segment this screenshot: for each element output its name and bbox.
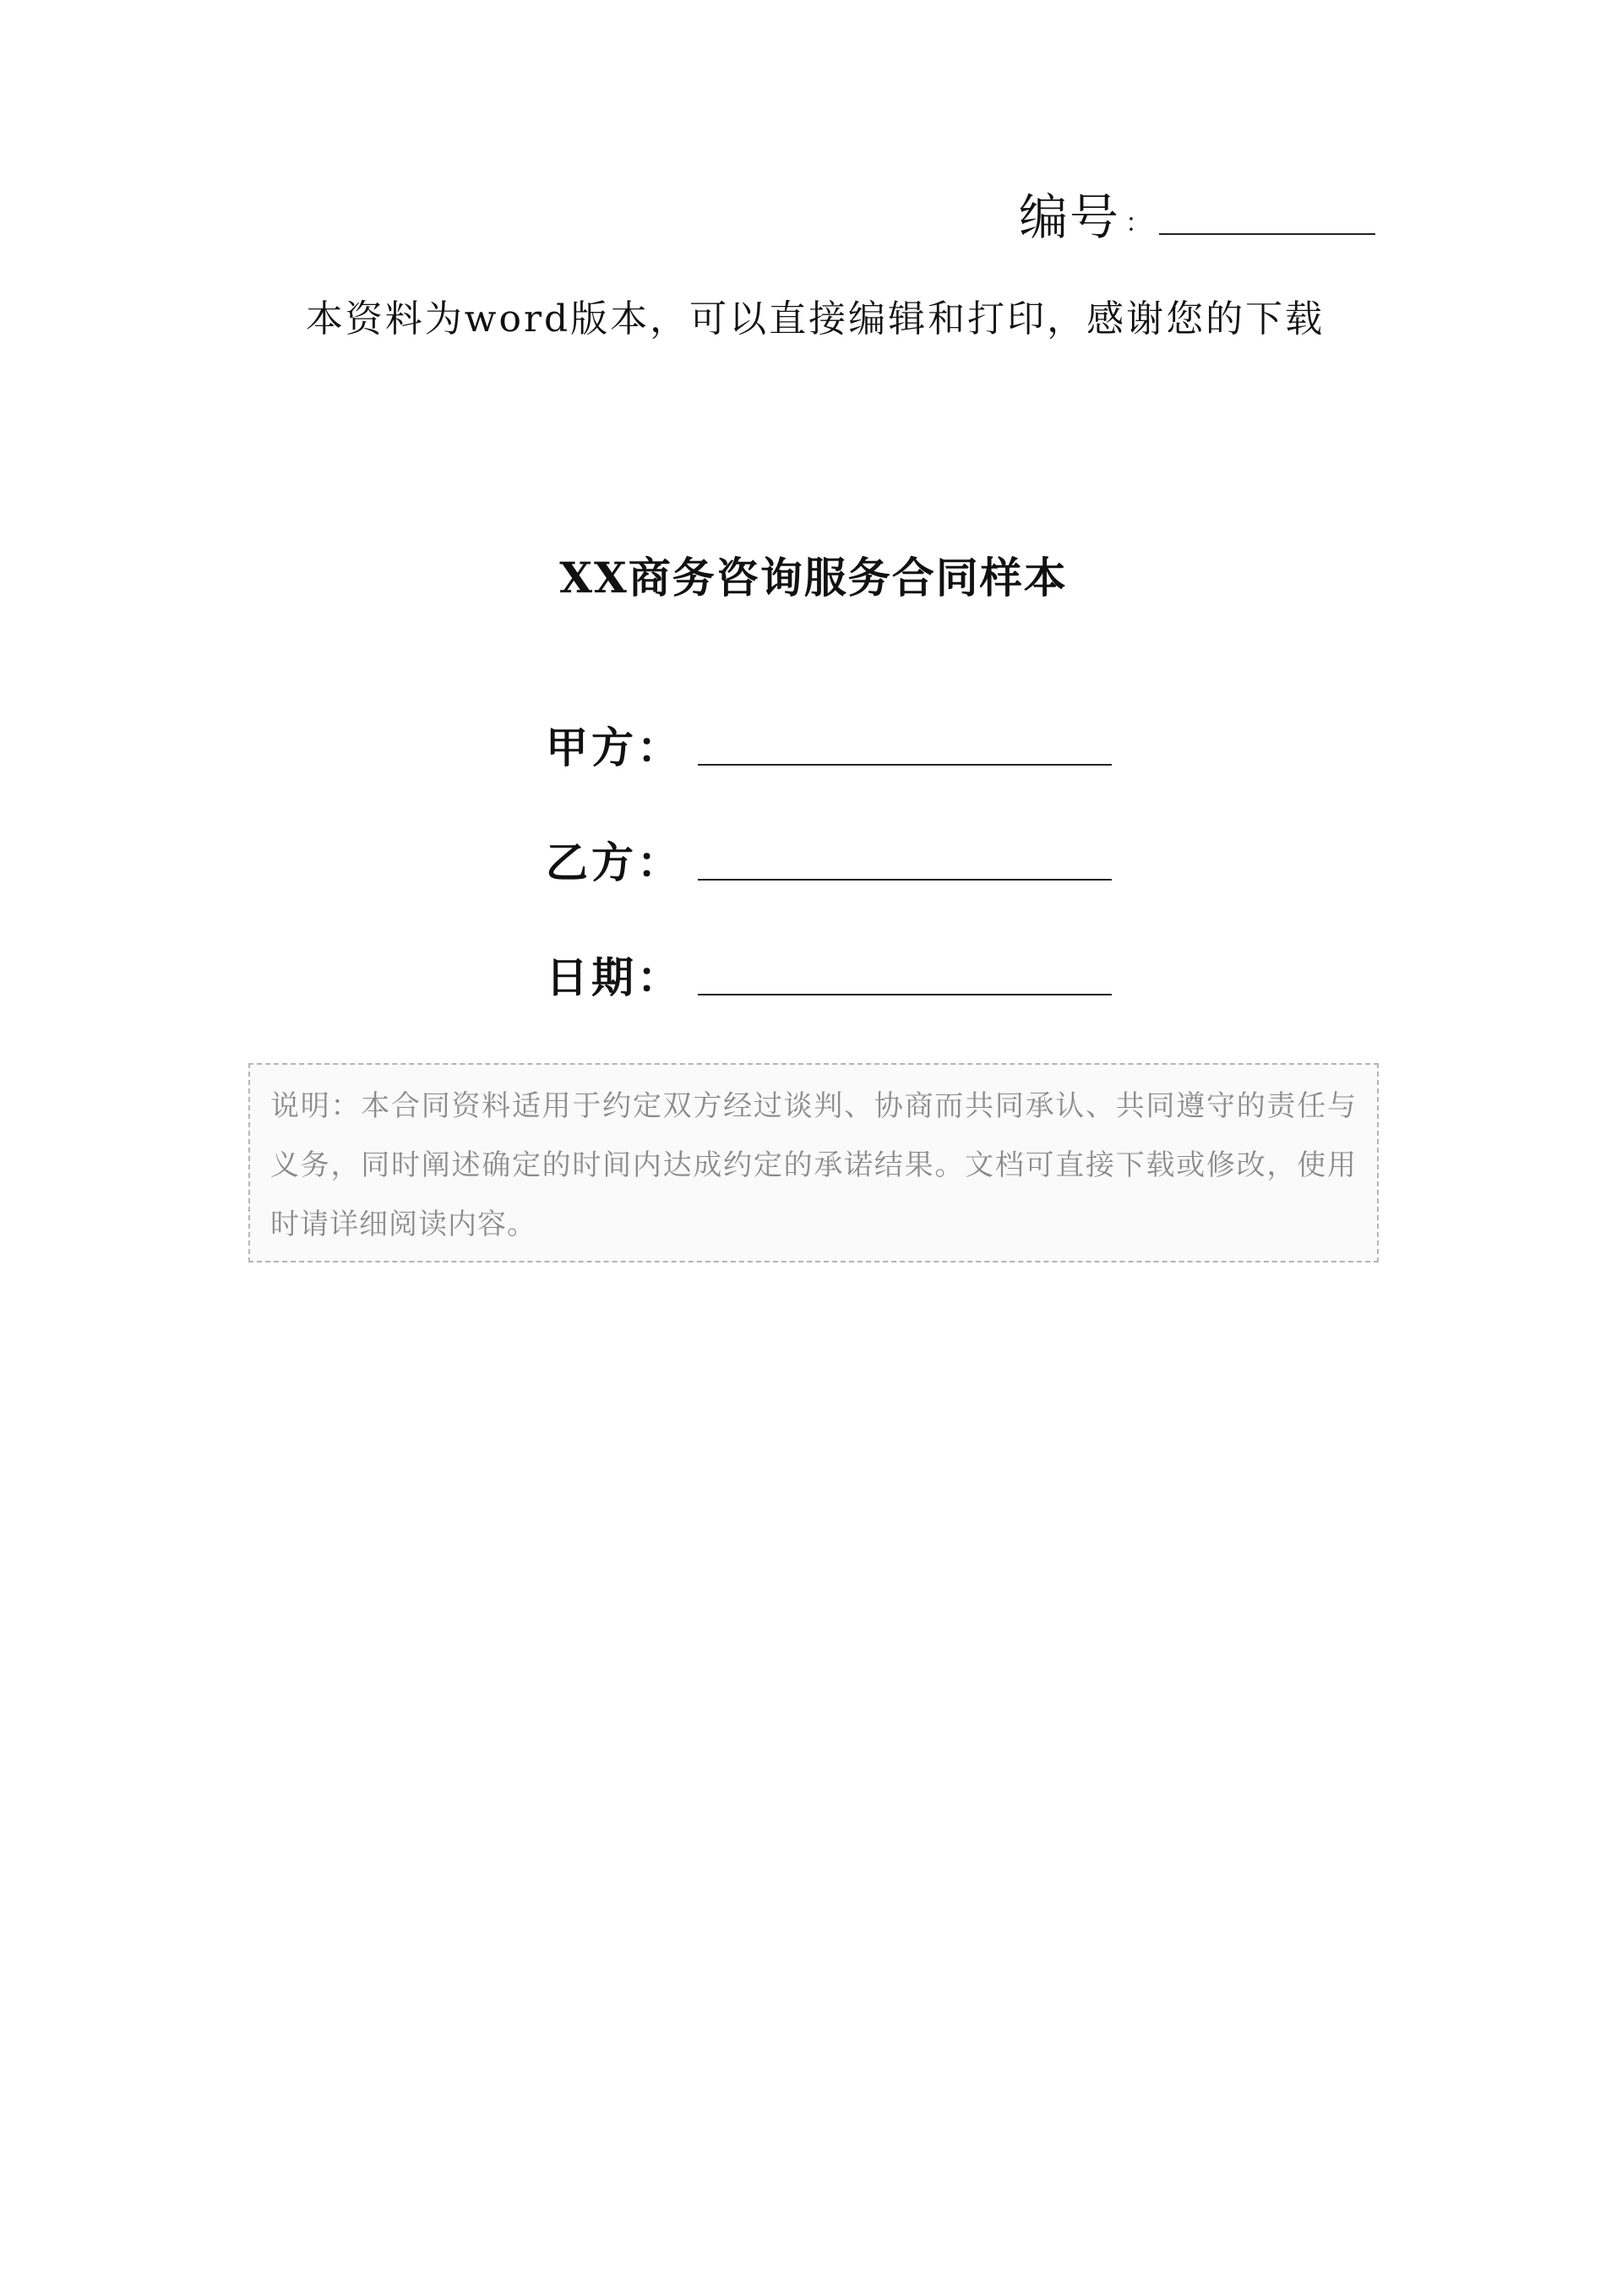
date-label: 日期： <box>546 952 683 1002</box>
party-a-field <box>546 723 1112 772</box>
party-b-field <box>546 837 1112 887</box>
date-field <box>546 952 1112 1002</box>
party-b-label: 乙方： <box>546 837 683 887</box>
document-title: XX商务咨询服务合同样本 <box>559 553 1068 603</box>
serial-number-field <box>1018 188 1375 246</box>
serial-number-colon: ： <box>1125 209 1151 238</box>
party-a-label: 甲方： <box>546 723 683 772</box>
download-note: 本资料为word版本，可以直接编辑和打印，感谢您的下载 <box>305 297 1325 341</box>
party-a-blank[interactable] <box>698 764 1112 766</box>
description-box: 说明：本合同资料适用于约定双方经过谈判、协商而共同承认、共同遵守的责任与义务，同时阐述确定的时间内达成约定的承诺结果。文档可直接下载或修改，使用时请详细阅读内容。 <box>248 1063 1379 1263</box>
serial-number-blank[interactable] <box>1159 233 1375 235</box>
date-blank[interactable] <box>698 994 1112 995</box>
party-b-blank[interactable] <box>698 879 1112 881</box>
serial-number-label: 编号 <box>1018 188 1120 246</box>
